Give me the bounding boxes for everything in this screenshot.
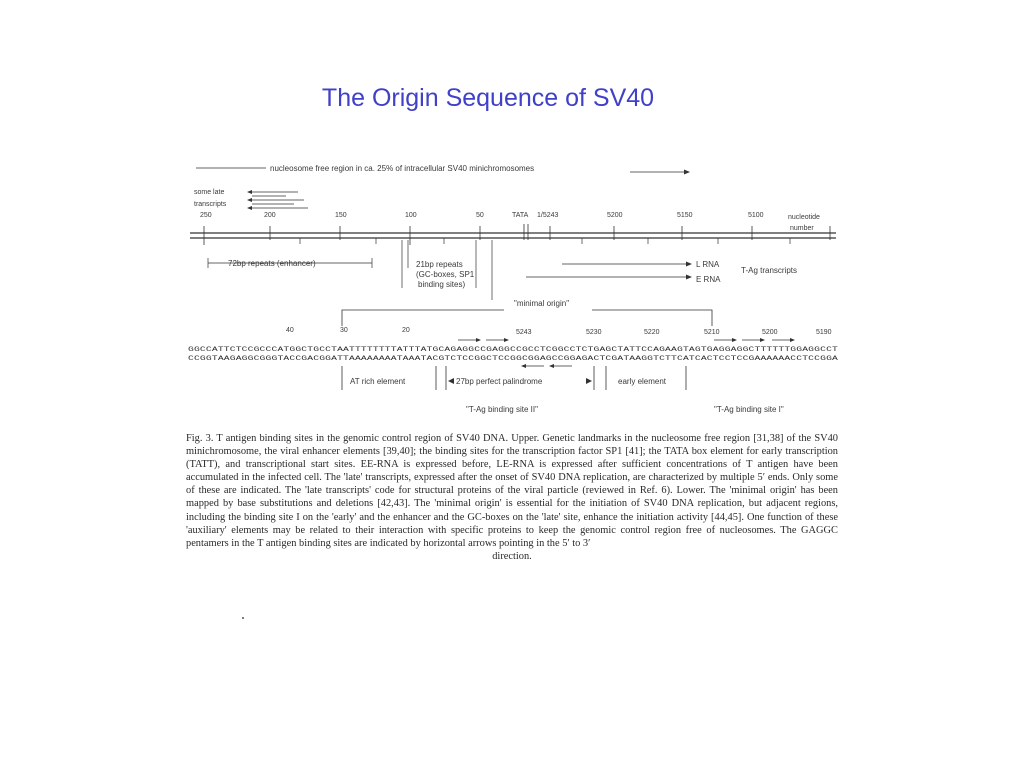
figure-caption xyxy=(186,432,838,563)
diagram-svg xyxy=(186,160,842,430)
sequence-top-strand: GGCCATTCTCCGCCCATGGCTGCCTAATTTTTTTTATTTATGCAGAGGCCGAGGCCGCCTCGGCCTCTGAGCTATTCCAGAAGTAGTGAGGAGGCTTTTTTGGAGGCCT xyxy=(188,346,838,353)
speck xyxy=(242,617,244,619)
nfr-arrowhead xyxy=(684,170,690,175)
ee-rna-label: E RNA xyxy=(696,275,721,284)
lower-tick-5243: 5243 xyxy=(516,329,532,336)
at-element-label: AT rich element xyxy=(350,377,406,386)
tag-site-1-label: "T-Ag binding site I" xyxy=(714,405,784,414)
nucleotide-label: nucleotide xyxy=(788,214,820,221)
tick-5100: 5100 xyxy=(748,212,764,219)
tick-100: 100 xyxy=(405,212,417,219)
tick-50: 50 xyxy=(476,212,484,219)
number-label: number xyxy=(790,225,814,232)
caption-fig-label: Fig. 3. xyxy=(186,433,214,444)
gc-label-3: binding sites) xyxy=(418,280,466,289)
palindrome-arrow-right xyxy=(586,378,592,384)
enhancer-label: 72bp repeats (enhancer) xyxy=(228,259,316,268)
tick-1-5243: 1/5243 xyxy=(537,212,559,219)
gc-label-2: (GC-boxes, SP1 xyxy=(416,270,475,279)
ee-rna-arrowhead xyxy=(686,275,692,280)
caption-last-line: direction. xyxy=(492,550,532,562)
lower-tick-5190: 5190 xyxy=(816,329,832,336)
origin-bracket-left xyxy=(342,310,504,326)
tick-250: 250 xyxy=(200,212,212,219)
early-element-label: early element xyxy=(618,377,667,386)
origin-bracket-right xyxy=(592,310,712,326)
tick-200: 200 xyxy=(264,212,276,219)
palindrome-label: 27bp perfect palindrome xyxy=(456,377,543,386)
ruler-tick-labels xyxy=(200,212,764,219)
palindrome-arrow-left xyxy=(448,378,454,384)
lower-tick-labels xyxy=(286,327,832,336)
lower-tick-5220: 5220 xyxy=(644,329,660,336)
sequence-bottom-strand: CCGGTAAGAGGCGGGTACCGACGGATTAAAAAAAATAAATACGTCTCCGGCTCCGGCGGAGCCGGAGACTCGATAAGGTCTTCATCACTCCTCCGAAAAAACCTCCGGA xyxy=(188,355,838,362)
lower-tick-20: 20 xyxy=(402,327,410,334)
lower-tick-30: 30 xyxy=(340,327,348,334)
le-rna-label: L RNA xyxy=(696,260,720,269)
pentamer-arrows-bottom xyxy=(521,364,572,368)
tick-tata: TATA xyxy=(512,212,529,219)
lower-tick-5200: 5200 xyxy=(762,329,778,336)
lower-tick-40: 40 xyxy=(286,327,294,334)
slide-title: The Origin Sequence of SV40 xyxy=(321,84,655,112)
minimal-origin-label: "minimal origin" xyxy=(514,299,570,308)
dna-ruler xyxy=(190,224,836,245)
tag-site-2-label: "T-Ag binding site II" xyxy=(466,405,538,414)
some-late-label: some late xyxy=(194,189,225,196)
late-transcript-arrows xyxy=(247,190,308,210)
pentamer-arrows-top xyxy=(458,338,795,342)
nfr-label: nucleosome free region in ca. 25% of intracellular SV40 minichromosomes xyxy=(270,164,535,173)
lower-tick-5210: 5210 xyxy=(704,329,720,336)
tick-5200: 5200 xyxy=(607,212,623,219)
caption-text: T antigen binding sites in the genomic control region of SV40 DNA. Upper. Genetic landmarks in the nucleosome free region [31,38] of the SV40 minichromosome, the viral enhancer elements [39,40]; the binding sites for the transcription factor SP1 [41]; the TATA box element for early transcription (TATT), and transcriptional start sites. EE-RNA is expressed before, LE-RNA is expressed after sufficient concentrations of T antigen have been accumulated in the infected cell. The 'late' transcripts, expressed after the onset of SV40 DNA replication, are characterized by multiple 5′ ends. Only some of these are indicated. The 'late transcripts' code for structural proteins of the viral particle (reviewed in Ref. 6). Lower. The 'minimal origin' has been mapped by base substitutions and deletions [42,43]. The 'minimal origin' is essential for the initiation of SV40 DNA replication, but adjacent regions, including the binding site I on the 'early' and the enhancer and the GC-boxes on the 'late' site, enhance the initiation activity [44,45]. One function of these 'auxiliary' elements may be related to their interaction with specific proteins to keep the genomic control region free of nucleosomes. The GAGGC pentamers in the T antigen binding sites are indicated by horizontal arrows pointing in the 5′ to 3′ xyxy=(186,433,838,549)
tick-150: 150 xyxy=(335,212,347,219)
le-rna-arrowhead xyxy=(686,262,692,267)
transcripts-label: transcripts xyxy=(194,201,227,208)
lower-tick-5230: 5230 xyxy=(586,329,602,336)
sv40-origin-diagram xyxy=(186,160,842,430)
gc-label-1: 21bp repeats xyxy=(416,260,463,269)
tag-transcripts-label: T-Ag transcripts xyxy=(741,266,798,275)
tick-5150: 5150 xyxy=(677,212,693,219)
